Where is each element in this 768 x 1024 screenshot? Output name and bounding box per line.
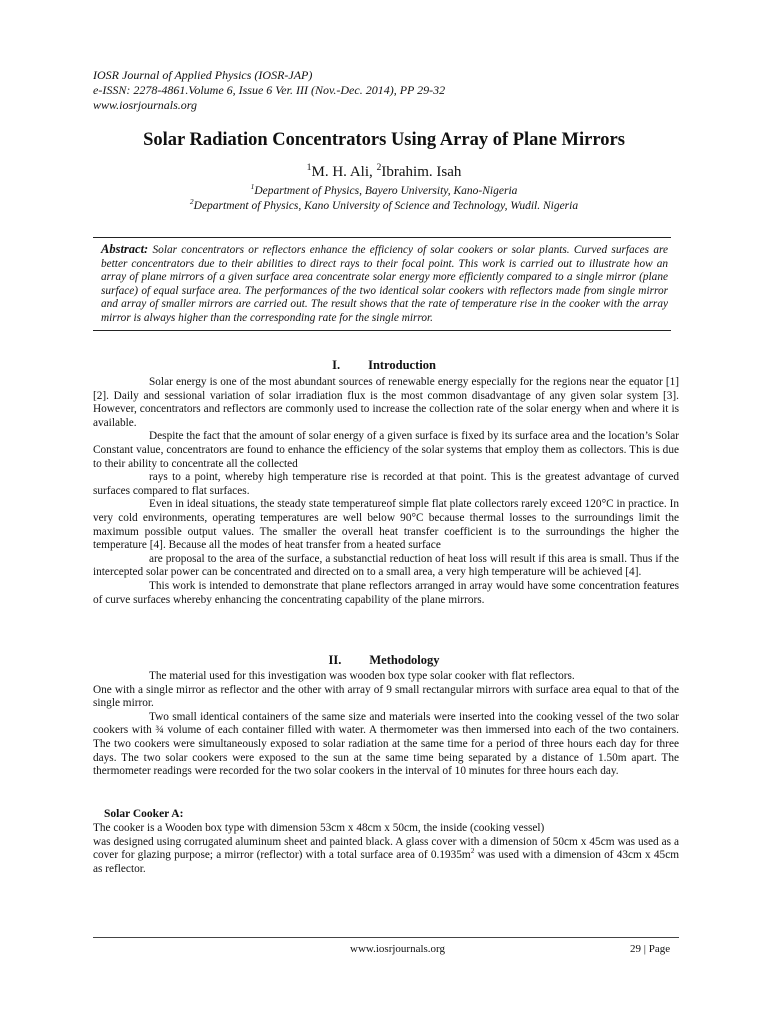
cooker-line-2b: was used with a dimension of 43cm x 45cm as reflector.	[93, 849, 679, 875]
author-2: Ibrahim. Isah	[381, 164, 462, 180]
unit-superscript: 2	[470, 846, 475, 856]
affiliation-2	[0, 197, 768, 212]
cooker-line-1: The cooker is a Wooden box type with dimension 53cm x 48cm x 50cm, the inside (cooking vessel)	[93, 822, 545, 834]
journal-name: IOSR Journal of Applied Physics (IOSR-JAP)	[93, 68, 313, 82]
cooker-paragraph-2	[93, 836, 679, 877]
methodology-body	[93, 670, 679, 779]
cooker-line-2a: was designed using corrugated aluminum sheet and painted black. A glass cover with a dimension of 50cm x 45cm was used as a cover for glazing purpose; a mirror (reflector) with a total surface area of 0.1935m	[93, 835, 679, 862]
footer-divider	[93, 937, 679, 938]
intro-paragraph-3: rays to a point, whereby high temperature rise is recorded at that point. This is the greatest advantage of curved surfaces compared to flat surfaces.	[93, 471, 679, 497]
introduction-body	[93, 376, 679, 607]
section-title: Introduction	[368, 358, 436, 372]
journal-website: www.iosrjournals.org	[93, 98, 198, 112]
affiliation-2-text: Department of Physics, Kano University of Science and Technology, Wudil. Nigeria	[193, 200, 579, 212]
affiliation-1-text: Department of Physics, Bayero University, Kano-Nigeria	[254, 185, 518, 197]
abstract	[101, 243, 668, 326]
journal-issn: e-ISSN: 2278-4861.Volume 6, Issue 6 Ver. III (Nov.-Dec. 2014), PP 29-32	[93, 83, 446, 97]
intro-paragraph-2: Despite the fact that the amount of solar energy of a given surface is fixed by its surface area and the location’s Solar Constant value, concentrators are found to enhance the efficiency of the solar systems that employ them as collectors. This is due to their ability to concentrate all the collected	[93, 430, 679, 470]
section-title: Methodology	[369, 653, 440, 667]
intro-paragraph-4: Even in ideal situations, the steady state temperatureof simple flat plate collectors rarely exceed 120°C in practice. In very cold environments, operating temperatures are well below 90°C because thermal losses to the surroundings limit the maximum possible output values. The smaller the overall heat transfer coefficient is to the surroundings the higher the temperature [4]. Because all the modes of heat transfer from a heated surface	[93, 498, 679, 552]
section-heading-introduction	[0, 358, 768, 373]
author-1-marker: 1	[306, 162, 312, 173]
footer-page-number: 29 | Page	[630, 943, 671, 955]
section-number: I.	[332, 358, 341, 372]
intro-paragraph-1: Solar energy is one of the most abundant sources of renewable energy especially for the regions near the equator [1][2]. Daily and sessional variation of solar irradiation flux is the most common disadvantage of any given solar system [3]. However, concentrators and reflectors are commonly used to increase the collection rate of the solar energy when and where it is available.	[93, 376, 679, 429]
intro-paragraph-5: are proposal to the area of the surface, a substanctial reduction of heat loss will result if this area is small. Thus if the intercepted solar power can be concentrated and directed on to a small area, a very high temperature will be achieved [4].	[93, 552, 679, 579]
solar-cooker-a-body	[93, 822, 679, 876]
section-heading-methodology	[0, 653, 768, 668]
abstract-box	[93, 237, 671, 331]
paper-title: Solar Radiation Concentrators Using Array of Plane Mirrors	[143, 130, 625, 150]
journal-header	[93, 68, 445, 113]
method-paragraph-2: Two small identical containers of the same size and materials were inserted into the cooking vessel of the two solar cookers with ¾ volume of each container filled with water. A thermometer was then immersed into each of the two containers. The two cookers were simultaneously exposed to solar radiation at the same time for a period of three hours each day for three days. The two solar cookers were exposed to the sun at the same time being separated by a distance of 1.50m apart. The thermometer readings were recorded for the two solar cookers in the interval of 10 minutes for three hours each day.	[93, 710, 679, 778]
affiliation-1-marker: 1	[250, 182, 255, 192]
abstract-text: Solar concentrators or reflectors enhance the efficiency of solar cookers or solar plants. Curved surfaces are better concentrators due to their abilities to direct rays to their focal point. This work is carried out to illustrate how an array of plane mirrors of a given surface area concentrate solar energy more efficiently compared to a single mirror (plane surface) of equal surface area. The performances of the two identical solar cookers with reflectors made from single mirror and array of smaller mirrors are carried out. The result shows that the rate of temperature rise in the cooker with the array mirror is always higher than the corresponding rate for the single mirror.	[101, 244, 668, 324]
abstract-label: Abstract:	[101, 242, 149, 256]
author-1: M. H. Ali,	[311, 164, 377, 180]
footer-website: www.iosrjournals.org	[350, 943, 446, 955]
section-number: II.	[328, 653, 342, 667]
affiliation-1	[0, 182, 768, 197]
subheading-solar-cooker-a: Solar Cooker A:	[104, 808, 184, 820]
intro-paragraph-6: This work is intended to demonstrate that plane reflectors arranged in array would have some concentration features of curve surfaces whereby enhancing the concentrating capability of the plane mirrors.	[93, 579, 679, 606]
method-paragraph-1b: One with a single mirror as reflector and the other with array of 9 small rectangular mirrors with surface area equal to that of the single mirror.	[93, 683, 679, 710]
affiliation-2-marker: 2	[189, 197, 194, 207]
author-list	[0, 164, 768, 181]
author-2-marker: 2	[376, 162, 382, 173]
method-paragraph-1a: The material used for this investigation was wooden box type solar cooker with flat reflectors.	[149, 670, 575, 682]
